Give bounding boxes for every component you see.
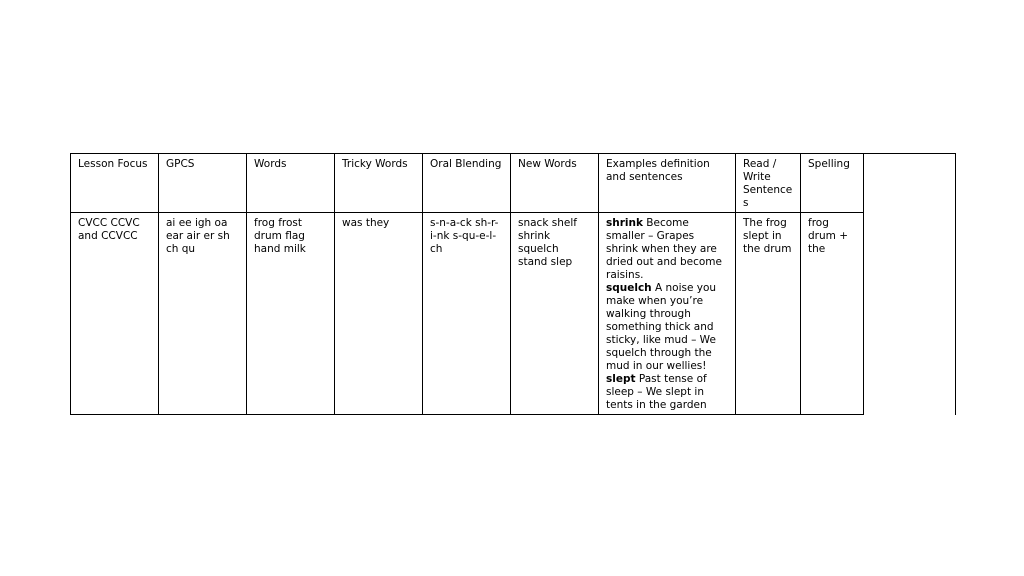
example-entry-slept [606, 373, 728, 412]
table-header-row [71, 154, 956, 213]
header-examples: Examples definition and sentences [599, 154, 736, 213]
cell-oral-blending: s-n-a-ck sh-r-i-nk s-qu-e-l-ch [423, 213, 511, 415]
example-term: shrink [606, 217, 643, 229]
header-words: Words [247, 154, 335, 213]
example-text: Past tense of sleep – We slept in tents in the garden [606, 373, 707, 411]
header-lesson-focus: Lesson Focus [71, 154, 159, 213]
example-text: Become smaller – Grapes shrink when they are dried out and become raisins. [606, 217, 722, 281]
example-term: slept [606, 373, 636, 385]
header-oral-blending: Oral Blending [423, 154, 511, 213]
empty-column-cell [864, 154, 956, 415]
cell-new-words: snack shelf shrink squelch stand slep [511, 213, 599, 415]
lesson-plan-table [70, 153, 956, 415]
header-new-words: New Words [511, 154, 599, 213]
header-tricky-words: Tricky Words [335, 154, 423, 213]
example-term: squelch [606, 282, 652, 294]
example-text: A noise you make when you’re walking through something thick and sticky, like mud – We squelch through the mud in our wellies! [606, 282, 717, 372]
example-entry-shrink [606, 217, 728, 282]
cell-words: frog frost drum flag hand milk [247, 213, 335, 415]
header-gpcs: GPCS [159, 154, 247, 213]
cell-read-write: The frog slept in the drum [736, 213, 801, 415]
cell-tricky-words: was they [335, 213, 423, 415]
header-read-write: Read / Write Sentences [736, 154, 801, 213]
cell-lesson-focus: CVCC CCVC and CCVCC [71, 213, 159, 415]
cell-gpcs: ai ee igh oa ear air er sh ch qu [159, 213, 247, 415]
header-spelling: Spelling [801, 154, 864, 213]
cell-examples [599, 213, 736, 415]
example-entry-squelch [606, 282, 728, 373]
cell-spelling: frog drum + the [801, 213, 864, 415]
table-row [71, 213, 956, 415]
